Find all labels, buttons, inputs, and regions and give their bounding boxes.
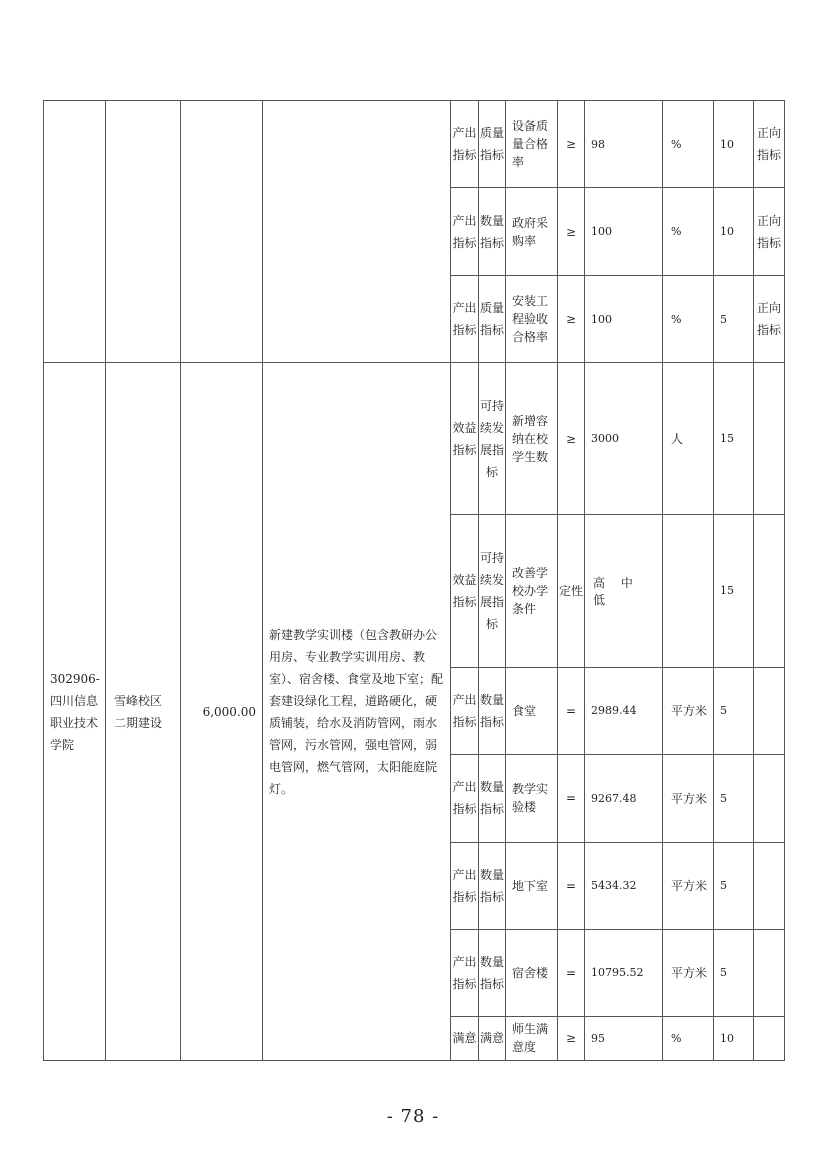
level2-indicator: 数量指标 [479,213,504,250]
operator: ≥ [558,1016,585,1060]
empty-content-cell [263,101,451,363]
level1-indicator: 产出指标 [452,867,477,904]
empty-amount-cell [181,101,263,363]
level1-indicator: 产出指标 [452,954,477,991]
operator: 定性 [558,583,583,598]
unit: 平方米 [663,754,714,842]
level1-indicator: 产出指标 [452,301,477,338]
target-value: 98 [585,101,663,188]
unit: 平方米 [663,667,714,754]
project-name-cell: 雪峰校区二期建设 [106,363,181,1061]
direction [754,1016,785,1060]
unit: % [663,276,714,363]
indicator-name: 教学实验楼 [506,754,558,842]
level2-indicator: 质量指标 [479,301,504,338]
project-content-cell: 新建教学实训楼（包含教研办公用房、专业教学实训用房、教室）、宿舍楼、食堂及地下室；配套建设绿化工程，道路硬化，硬质铺装，给水及消防管网，雨水管网，污水管网，强电管网，弱电管网，燃气管网，太阳能庭院灯。 [263,363,451,1061]
unit: 人 [663,363,714,515]
weight: 5 [714,276,754,363]
empty-project-cell [106,101,181,363]
page-number: - 78 - [386,1106,440,1127]
table-row [44,101,785,188]
direction [754,929,785,1016]
level2-indicator: 数量指标 [479,780,504,817]
target-value: 5434.32 [585,842,663,929]
operator: = [558,754,585,842]
level2-indicator: 数量指标 [479,954,504,991]
target-value: 3000 [585,363,663,515]
indicator-name: 改善学校办学条件 [506,515,558,667]
weight: 15 [714,515,754,667]
level2-indicator: 数量指标 [479,867,504,904]
weight: 10 [714,188,754,276]
performance-indicator-table [43,100,785,1061]
table-row [44,363,785,515]
operator: ≥ [558,188,585,276]
weight: 5 [714,929,754,1016]
operator: = [558,929,585,1016]
amount-cell: 6,000.00 [181,363,263,1061]
target-value: 高 中 低 [585,515,663,667]
operator: ≥ [558,276,585,363]
target-value: 2989.44 [585,667,663,754]
weight: 15 [714,363,754,515]
target-value: 100 [585,188,663,276]
direction: 正向指标 [756,301,781,338]
unit: 平方米 [663,842,714,929]
weight: 5 [714,667,754,754]
direction [754,363,785,515]
target-value: 100 [585,276,663,363]
unit: % [663,101,714,188]
direction [754,515,785,667]
level2-indicator: 数量指标 [479,692,504,729]
level1-indicator: 效益指标 [452,572,477,609]
level1-indicator: 产出指标 [452,780,477,817]
operator: = [558,667,585,754]
level1-indicator: 效益指标 [452,420,477,457]
unit [663,515,714,667]
indicator-name: 新增容纳在校学生数 [506,363,558,515]
indicator-name: 师生满意度 [506,1016,558,1060]
level2-indicator: 可持续发展指标 [479,398,504,479]
operator: ≥ [558,363,585,515]
indicator-name: 安装工程验收合格率 [506,276,558,363]
weight: 5 [714,842,754,929]
unit: % [663,188,714,276]
unit: 平方米 [663,929,714,1016]
indicator-name: 设备质量合格率 [506,101,558,188]
indicator-name: 地下室 [506,842,558,929]
level1-indicator: 产出指标 [452,213,477,250]
indicator-name: 食堂 [506,667,558,754]
weight: 5 [714,754,754,842]
unit: % [663,1016,714,1060]
direction [754,667,785,754]
indicator-name: 政府采购率 [506,188,558,276]
level2-indicator: 质量指标 [479,126,504,163]
direction [754,754,785,842]
weight: 10 [714,101,754,188]
level1-indicator: 产出指标 [452,692,477,729]
direction: 正向指标 [756,213,781,250]
operator: = [558,842,585,929]
direction [754,842,785,929]
indicator-name: 宿舍楼 [506,929,558,1016]
level2-indicator: 可持续发展指标 [479,550,504,631]
target-value: 10795.52 [585,929,663,1016]
direction: 正向指标 [756,126,781,163]
level1-indicator: 满意 [452,1031,477,1046]
empty-department-cell [44,101,106,363]
operator: ≥ [558,101,585,188]
level2-indicator: 满意 [479,1031,504,1046]
target-value: 95 [585,1016,663,1060]
department-cell: 302906-四川信息职业技术学院 [44,363,106,1061]
weight: 10 [714,1016,754,1060]
target-value: 9267.48 [585,754,663,842]
level1-indicator: 产出指标 [452,126,477,163]
